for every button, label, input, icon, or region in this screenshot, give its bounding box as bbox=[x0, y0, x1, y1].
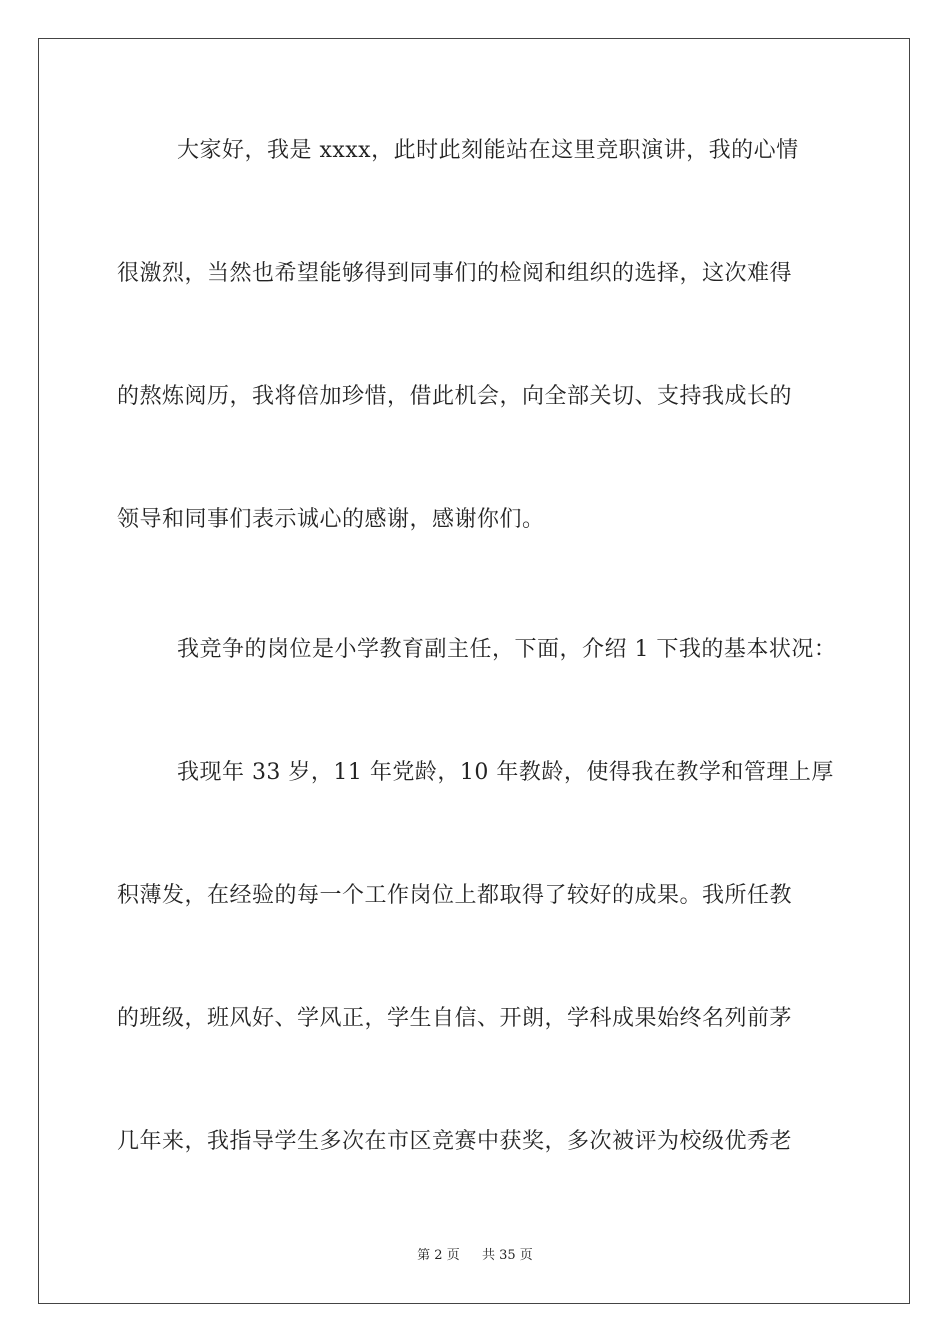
paragraph-line: 领导和同事们表示诚心的感谢，感谢你们。 bbox=[117, 507, 545, 532]
page-footer bbox=[0, 1247, 950, 1265]
paragraph-line: 的班级，班风好、学风正，学生自信、开朗，学科成果始终名列前茅 bbox=[117, 1006, 793, 1031]
paragraph-line: 的熬炼阅历，我将倍加珍惜，借此机会，向全部关切、支持我成长的 bbox=[117, 384, 793, 409]
paragraph-line: 几年来，我指导学生多次在市区竞赛中获奖，多次被评为校级优秀老 bbox=[117, 1129, 793, 1154]
page-number: 第 2 页 bbox=[417, 1248, 460, 1263]
page-border bbox=[38, 38, 910, 1304]
paragraph-line: 我现年 33 岁，11 年党龄，10 年教龄，使得我在教学和管理上厚 bbox=[117, 760, 834, 785]
paragraph-line: 大家好，我是 xxxx，此时此刻能站在这里竞职演讲，我的心情 bbox=[117, 138, 799, 163]
page-total: 共 35 页 bbox=[482, 1248, 533, 1263]
paragraph-line: 很激烈，当然也希望能够得到同事们的检阅和组织的选择，这次难得 bbox=[117, 261, 793, 286]
paragraph-line: 我竞争的岗位是小学教育副主任，下面，介绍 1 下我的基本状况： bbox=[117, 637, 837, 662]
paragraph-line: 积薄发，在经验的每一个工作岗位上都取得了较好的成果。我所任教 bbox=[117, 883, 793, 908]
